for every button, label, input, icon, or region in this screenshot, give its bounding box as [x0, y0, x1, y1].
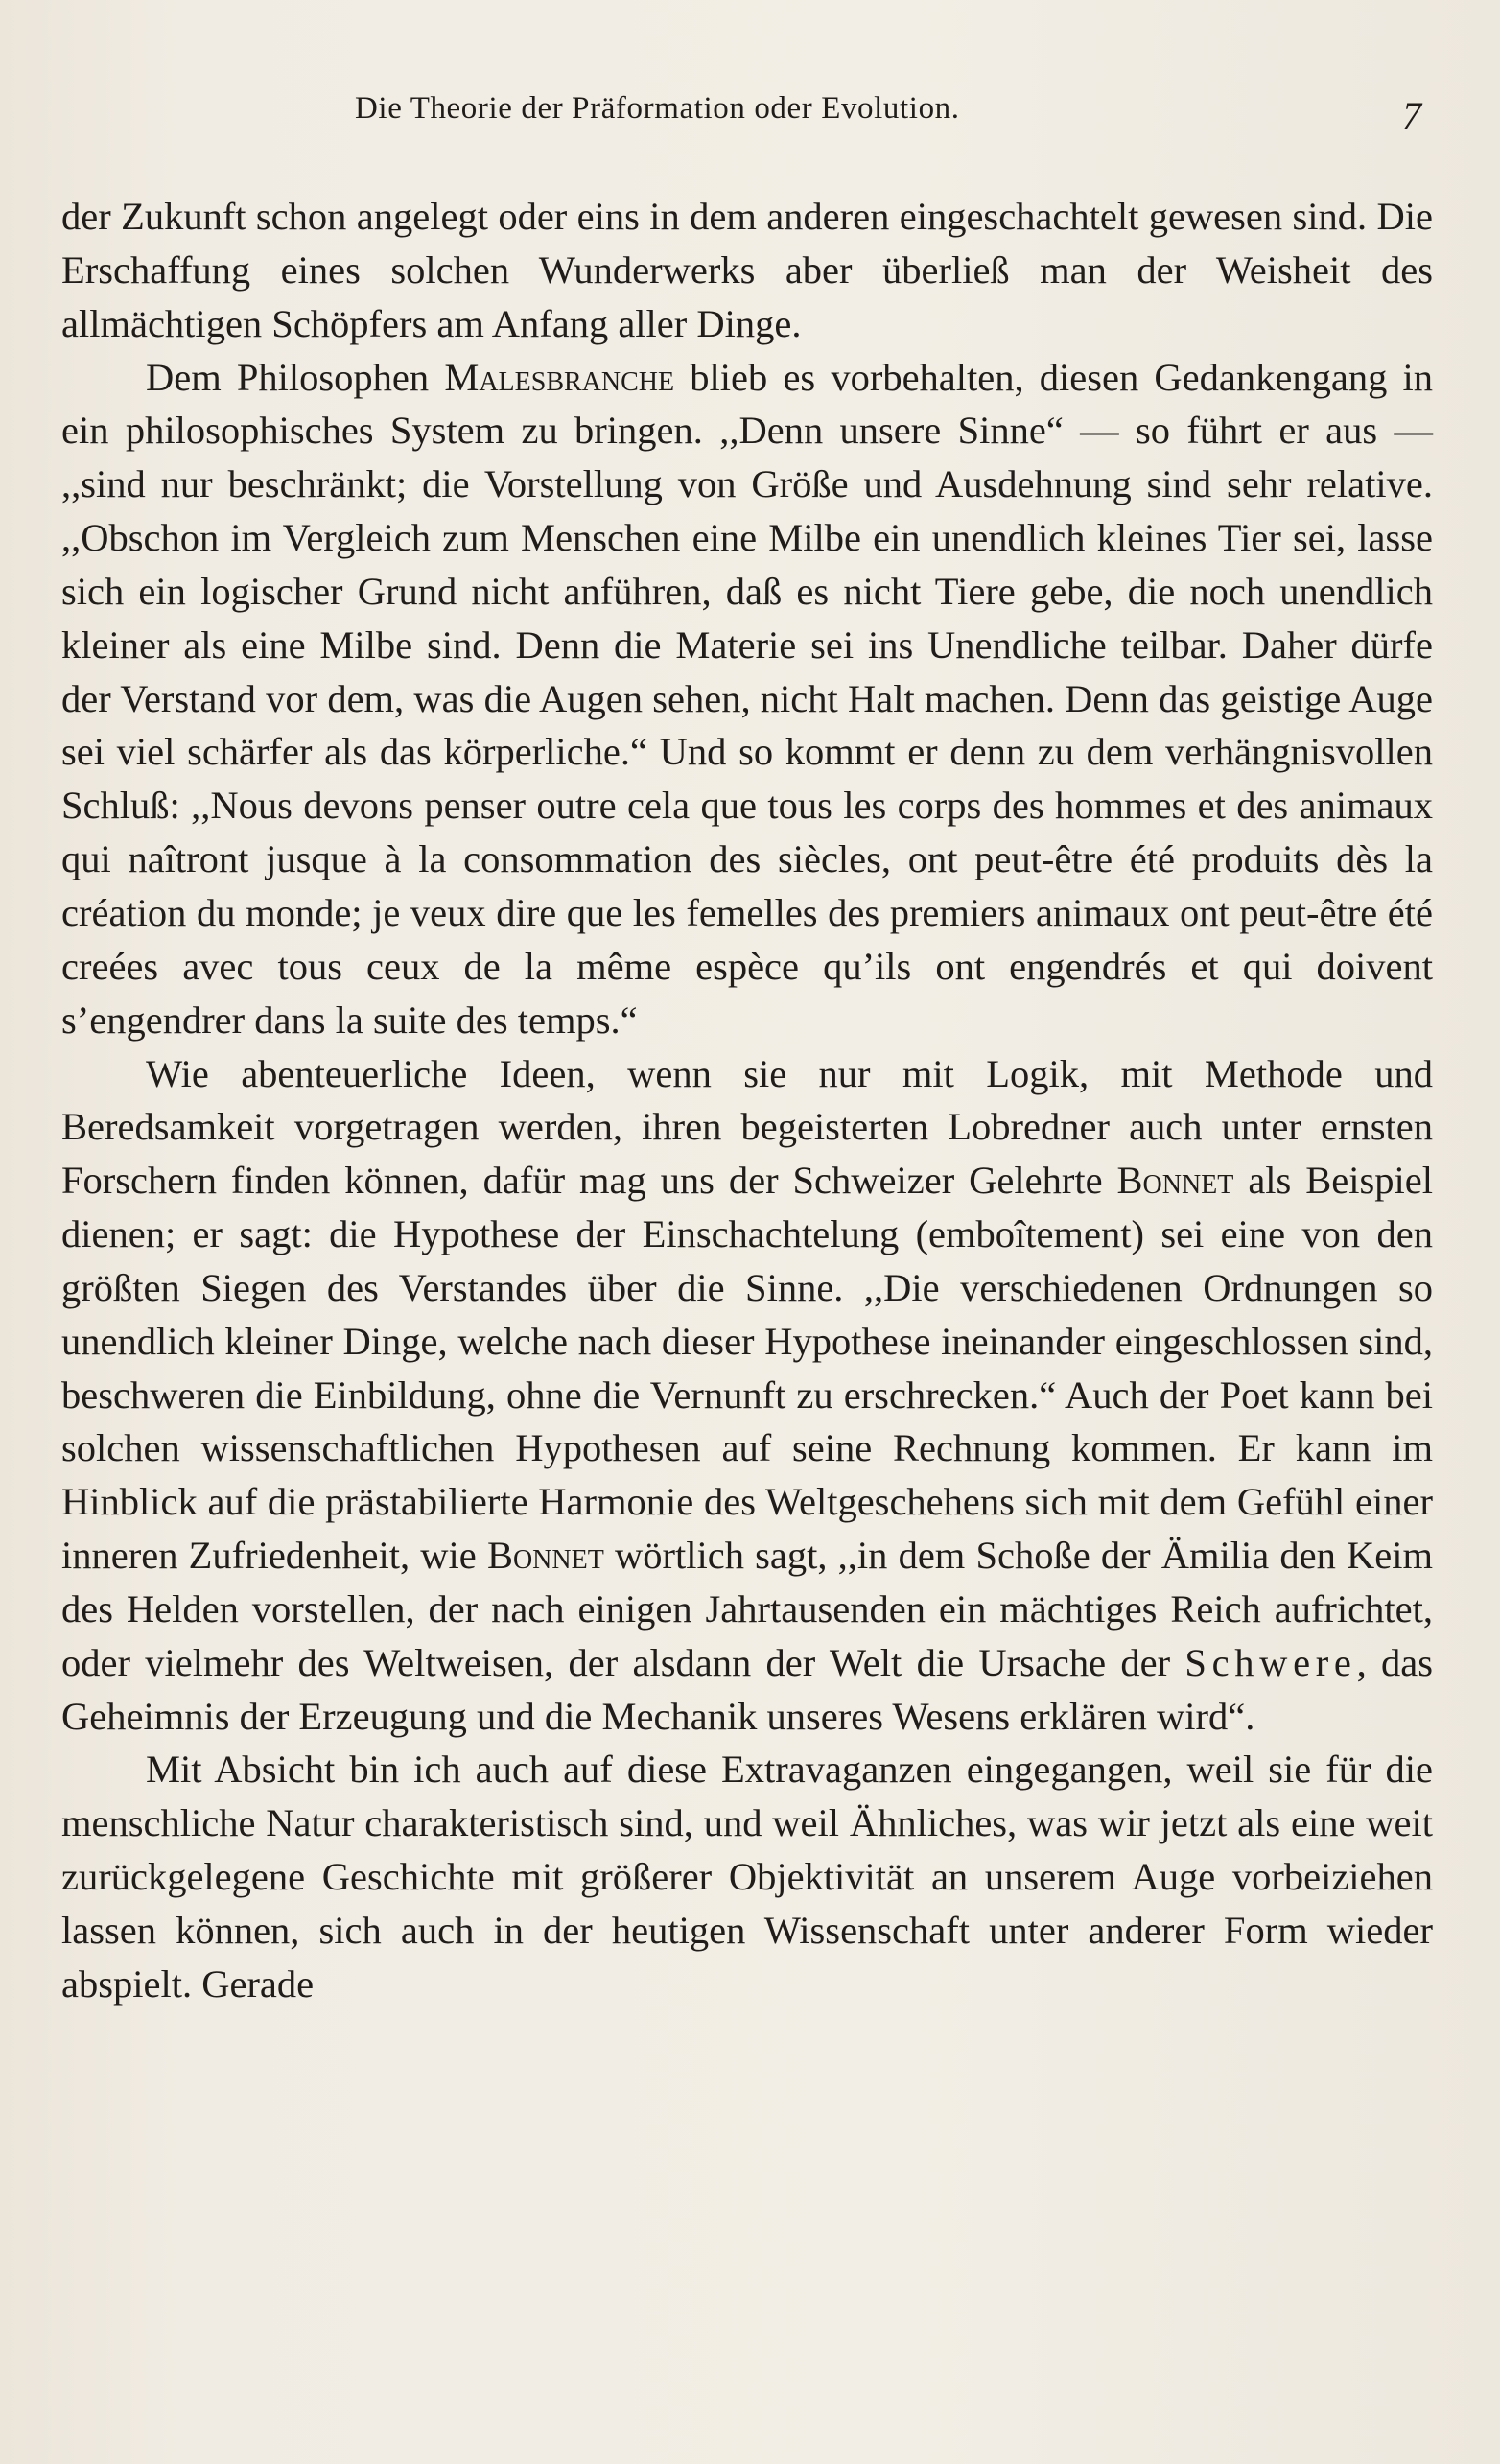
page-header — [0, 91, 1500, 139]
text-run: Dem Philosophen — [146, 355, 445, 399]
paragraph-4 — [61, 1743, 1433, 2010]
paragraph-3 — [61, 1047, 1433, 1744]
running-head: Die Theorie der Präformation oder Evolution. — [355, 91, 960, 126]
text-run: der Zukunft schon angelegt oder eins in dem anderen eingeschachtelt gewesen sind. Die Erschaffung eines solchen Wunderwerks aber überließ man der Weisheit des allmächtigen Schöpfers am Anfang aller Dinge. — [61, 195, 1433, 345]
text-run: Mit Absicht bin ich auch auf diese Extravaganzen eingegangen, weil sie für die menschliche Natur charakteristisch sind, und weil Ähnliches, was wir jetzt als eine weit zurückgelegene Geschichte mit größerer Objektivität an unserem Auge vorbeiziehen lassen können, sich auch in der heutigen Wissenschaft unter anderer Form wieder abspielt. Gerade — [61, 1748, 1433, 2006]
paragraph-2 — [61, 351, 1433, 1047]
author-name: Bonnet — [1116, 1159, 1234, 1203]
emphasized-word: Schwere — [1184, 1640, 1357, 1684]
text-run: , das Geheimnis der Erzeugung und die Mechanik unseres Wesens erklären wird“. — [61, 1640, 1433, 1738]
text-run: wörtlich sagt, ,,in dem Schoße der Ämilia den Keim des Helden vorstellen, der nach einigen Jahrtausenden ein mächtiges Reich aufrichtet, oder vielmehr des Weltweisen, der alsdann der Welt die Ursache der — [61, 1534, 1433, 1684]
paragraph-1 — [61, 190, 1433, 351]
author-name: Malesbranche — [444, 355, 675, 399]
text-run: als Beispiel dienen; er sagt: die Hypothese der Einschachtelung (emboîtement) sei eine von den größten Siegen des Verstandes über die Sinne. ,,Die verschiedenen Ordnungen so unendlich kleiner Dinge, welche nach dieser Hypothese ineinander eingeschlossen sind, beschweren die Einbildung, ohne die Vernunft zu erschrecken.“ Auch der Poet kann bei solchen wissenschaftlichen Hypothesen auf seine Rechnung kommen. Er kann im Hinblick auf die prästabilierte Harmonie des Weltgeschehens sich mit dem Gefühl einer inneren Zufriedenheit, wie — [61, 1159, 1433, 1578]
author-name: Bonnet — [486, 1534, 604, 1578]
page-number: 7 — [1402, 94, 1421, 137]
body-text — [61, 190, 1433, 2011]
text-run: blieb es vorbehalten, diesen Gedankengang in ein philosophisches System zu bringen. ,,Denn unsere Sinne“ — so führt er aus — ,,sind nur beschränkt; die Vorstellung von Größe und Ausdehnung sind sehr relative. ,,Obschon im Vergleich zum Menschen eine Milbe ein unendlich kleines Tier sei, lasse sich ein logischer Grund nicht anführen, daß es nicht Tiere gebe, die noch unendlich kleiner als eine Milbe sind. Denn die Materie sei ins Unendliche teilbar. Daher dürfe der Verstand vor dem, was die Augen sehen, nicht Halt machen. Denn das geistige Auge sei viel schärfer als das körperliche.“ Und so kommt er denn zu dem verhängnisvollen Schluß: ,,Nous devons penser outre cela que tous les corps des hommes et des animaux qui naîtront jusque à la consommation des siècles, ont peut-être été produits dès la création du monde; je veux dire que les femelles des premiers animaux ont peut-être été creées avec tous ceux de la même espèce qu’ils ont engendrés et qui doivent s’engendrer dans la suite des temps.“ — [61, 355, 1433, 1042]
text-run: Wie abenteuerliche Ideen, wenn sie nur mit Logik, mit Methode und Beredsamkeit vorgetragen werden, ihren begeisterten Lobredner auch unter ernsten Forschern finden können, dafür mag uns der Schweizer Gelehrte — [61, 1051, 1433, 1203]
